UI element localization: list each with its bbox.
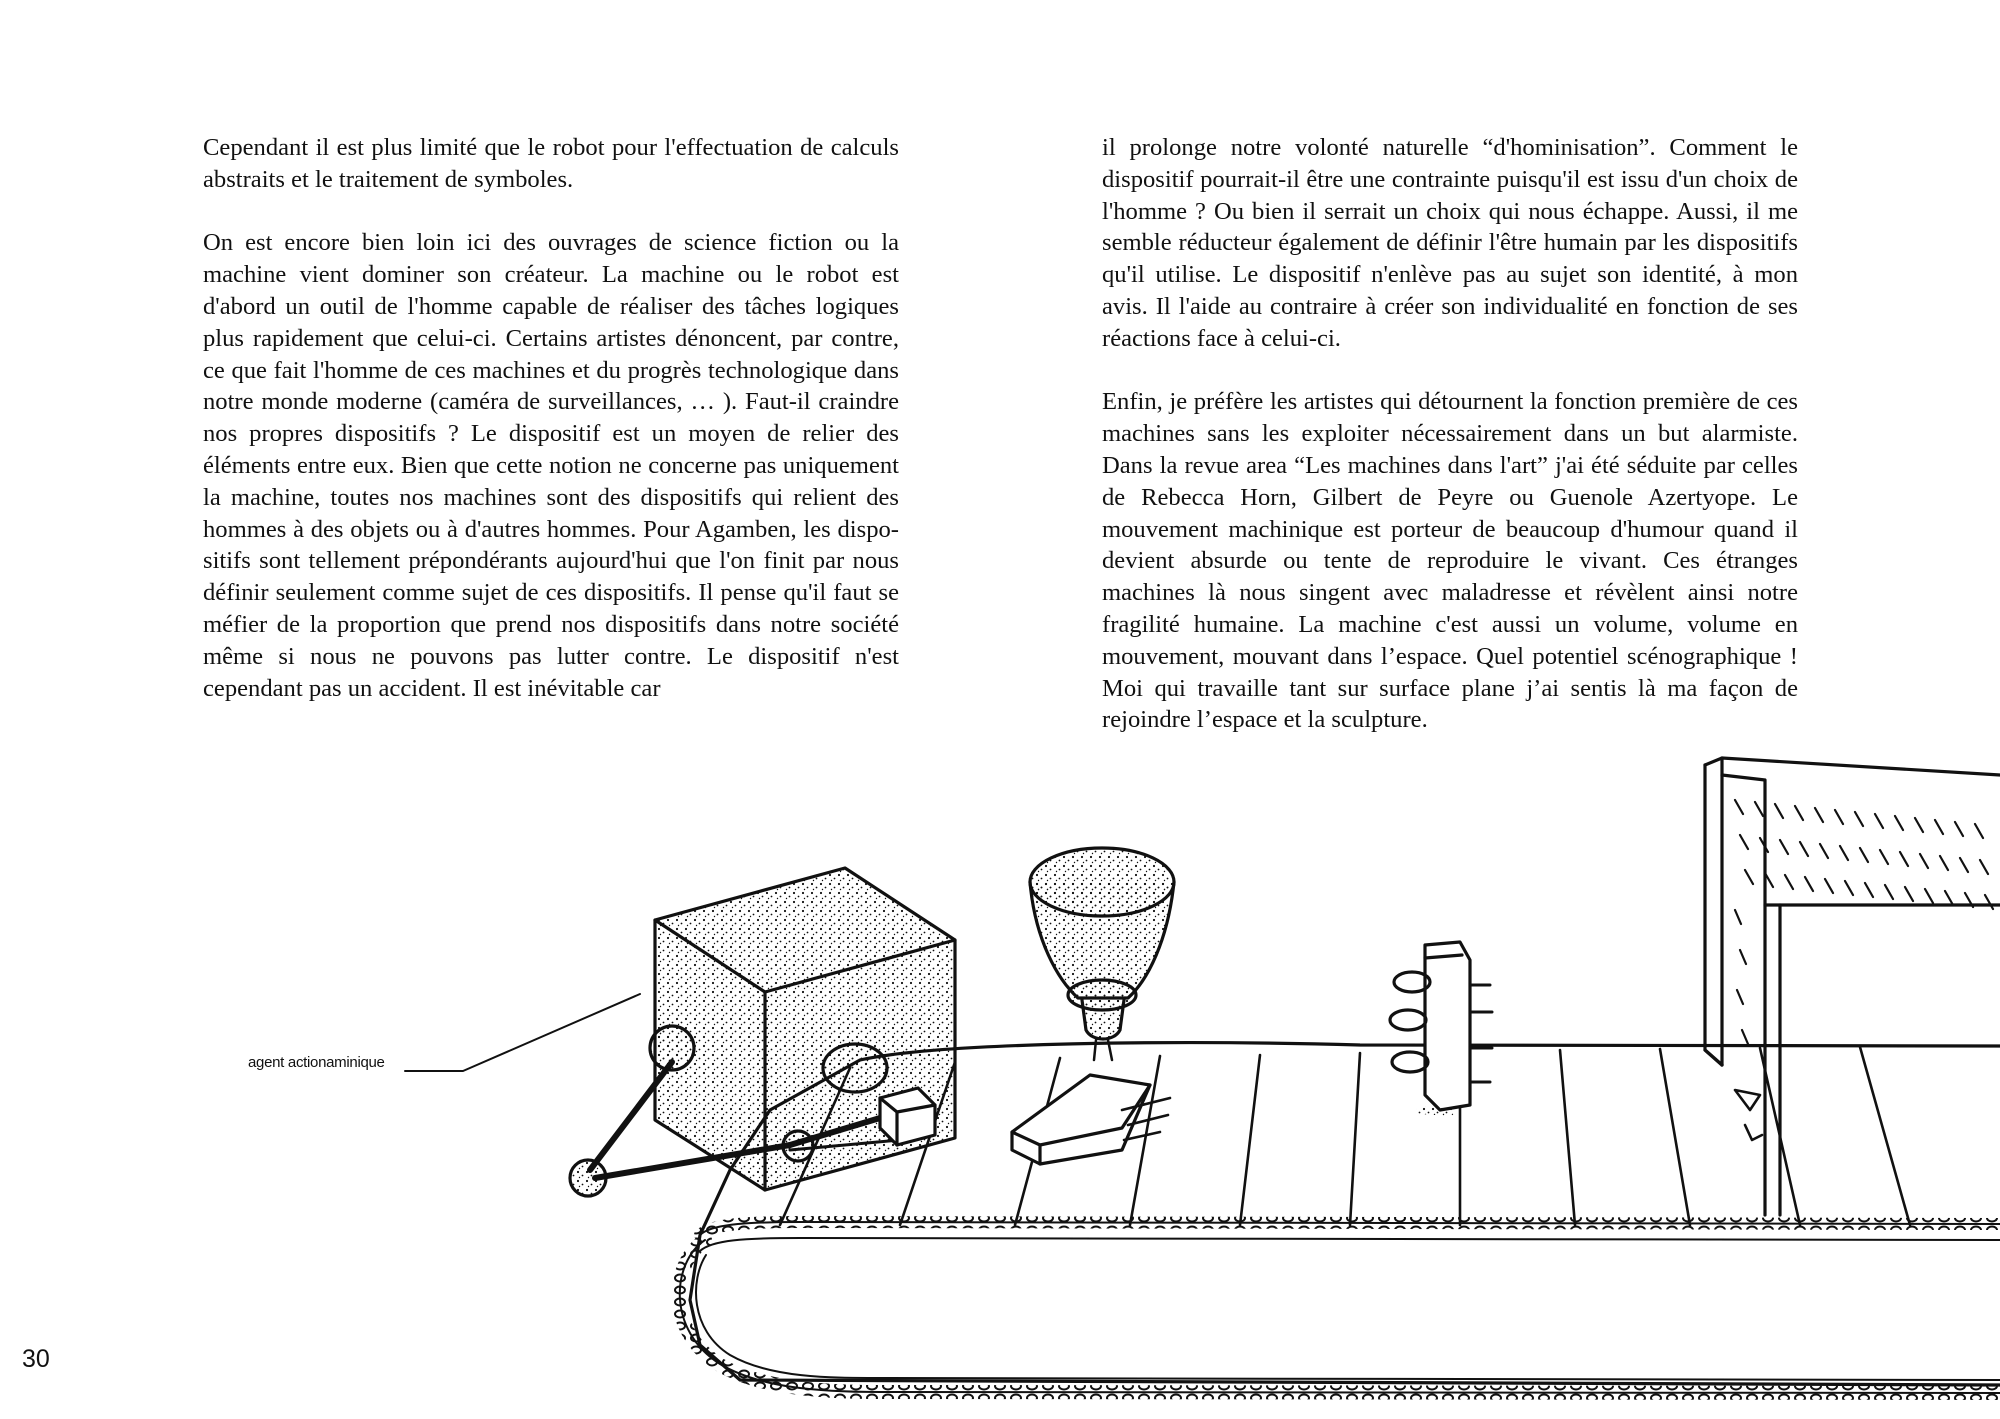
conveyor-chain-curve xyxy=(679,1240,2000,1393)
page-number: 30 xyxy=(22,1345,50,1373)
paragraph: On est encore bien loin ici des ouvrages de science fiction ou la machine vient dominer son créateur. La machine ou le robot est d'abord un outil de l'homme capable de réaliser des tâches logiques plus rapidement que celui-ci. Certains artistes dénoncent, par contre, ce que fait l'homme de ces machines et du progrès technologique dans notre monde moderne (caméra de surveillances, … ). Faut-il craindre nos propres dispositifs ? Le dispositif est un moyen de relier des éléments entre eux. Bien que cette notion ne concerne pas uniquement la machine, toutes nos machines sont des dispositifs qui relient des hommes à des objets ou à d'autres hommes. Pour Agamben, les dispositifs sont tellement prépondérants aujourd'hui que l'on finit par nous définir seulement comme sujet de ces dispositifs. Il pense qu'il faut se méfier de la proportion que prend nos dispositifs dans notre société même si nous ne pouvons pas lutter contre. Le dispositif n'est cependant pas un accident. Il est inévitable car xyxy=(203,229,899,702)
paragraph: Cependant il est plus limité que le robot pour l'effectuation de calculs abstraits et le traitement de symboles. xyxy=(203,134,899,193)
caption-leader-line xyxy=(405,994,640,1071)
gate-hatching xyxy=(1735,800,1993,1044)
coil-device xyxy=(1390,942,1492,1112)
funnel-dispenser xyxy=(1030,848,1174,1060)
gate-frame xyxy=(1705,758,2000,1215)
chip-block xyxy=(1012,1075,1170,1164)
small-marks xyxy=(1735,1090,1762,1140)
paragraph: Enfin, je préfère les artistes qui détournent la fonction première de ces machines sans les exploiter nécessairement dans un but alarmiste. Dans la revue area “Les machines dans l'art” j'ai été séduite par celles de Rebecca Horn, Gilbert de Peyre ou Guenole Azertyope. Le mouvement machinique est porteur de beaucoup d'humour quand il devient absurde ou tente de reproduire le vivant. Ces étranges machines là nous singent avec maladresse et révèlent ainsi notre fragilité humaine. La machine c'est aussi un volume, volume en mouvement, mouvant dans l’espace. Quel potentiel scénographique ! Moi qui travaille tant sur surface plane j’ai sentis là ma façon de rejoindre l’espace et la sculpture. xyxy=(1102,388,1798,734)
paragraph: il prolonge notre volonté naturelle “d'hominisation”. Comment le dispositif pourrait-il être une contrainte puisqu'il est issu d'un choix de l'homme ? Ou bien il serrait un choix qui nous échappe. Aussi, il me semble réducteur également de définir l'être humain par les dispositifs qu'il utilise. Le dispositif n'enlève pas au sujet son identité, à mon avis. Il l'aide au contraire à créer son individualité en fonction de ses réactions face à celui-ci. xyxy=(1102,134,1798,352)
illustration-caption: agent actionaminique xyxy=(248,1054,385,1071)
